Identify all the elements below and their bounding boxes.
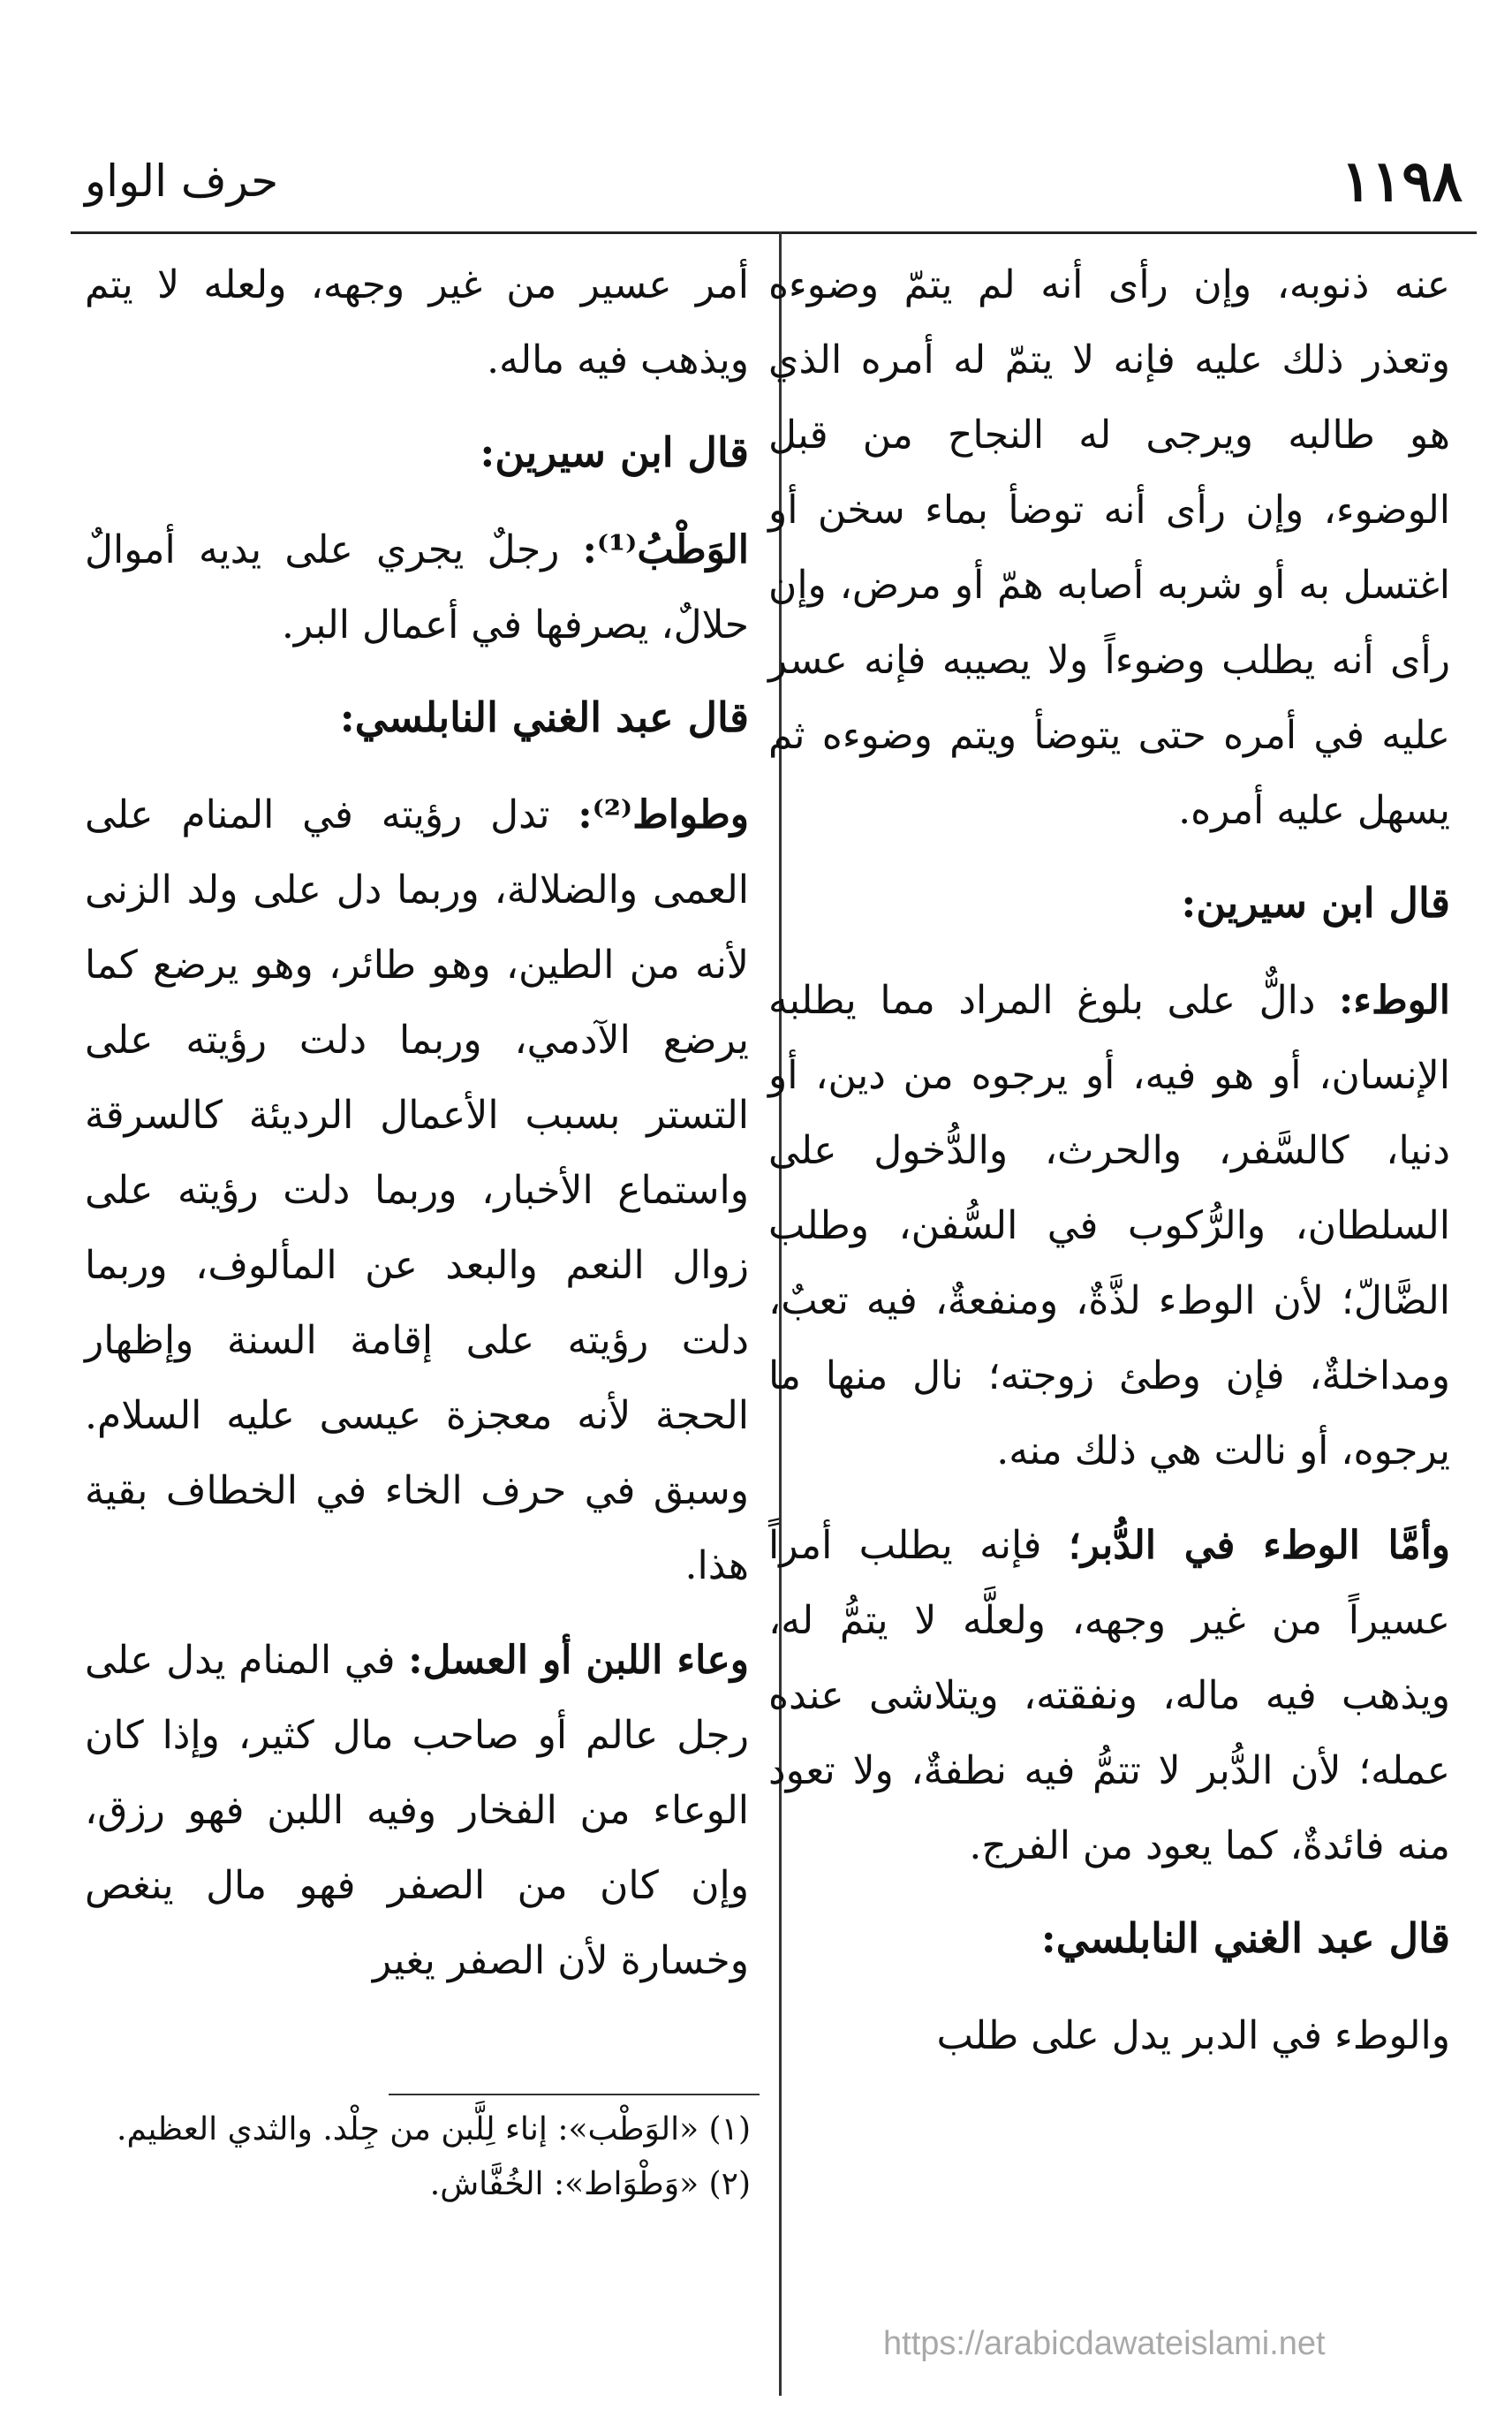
entry-paragraph — [768, 1508, 1450, 1883]
entry-text: تدل رؤيته في المنام على العمى والضلالة، وربما دل على ولد الزنى لأنه من الطين، وهو طائر، وهو يرضع كما يرضع الآدمي، وربما دلت رؤيته على التستر بسبب الأعمال الرديئة كالسرقة واستماع الأخبار، وربما دلت رؤيته على زوال النعم والبعد عن المألوف، وربما دلت رؤيته على إقامة السنة وإظهار الحجة لأنه معجزة عيسى عليه السلام. وسبق في حرف الخاء في الخطاف بقية هذا. — [85, 792, 749, 1588]
section-heading: قال عبد الغني النابلسي: — [339, 693, 749, 741]
entry-term: الوَطْبُ⁽¹⁾: — [582, 527, 749, 572]
section-heading: قال ابن سيرين: — [480, 428, 749, 476]
paragraph: عنه ذنوبه، وإن رأى أنه لم يتمّ وضوءه وتعذر ذلك عليه فإنه لا يتمّ له أمره الذي هو طالبه ويرجى له النجاح من قبل الوضوء، وإن رأى أنه توضأ بماء سخن أو اغتسل به أو شربه أصابه همّ أو مرض، وإن رأى أنه يطلب وضوءاً ولا يصيبه فإنه عسر عليه في أمره حتى يتوضأ ويتم وضوءه ثم يسهل عليه أمره. — [768, 262, 1450, 833]
entry-text: دالٌّ على بلوغ المراد مما يطلبه الإنسان، أو هو فيه، أو يرجوه من دين، أو دنيا، كالسَّفر، والحرث، والدُّخول على السلطان، والرُّكوب في السُّفن، وطلب الضَّالّ؛ لأن الوطء لذَّةٌ، ومنفعةٌ، فيه تعبٌ، ومداخلةٌ، فإن وطئ زوجته؛ نال منها ما يرجوه، أو نالت هي ذلك منه. — [768, 978, 1450, 1473]
footnote-1: (١) «الوَطْب»: إناء لِلَّبن من جِلْد. والثدي العظيم. — [117, 2111, 751, 2148]
entry-text: في المنام يدل على رجل عالم أو صاحب مال كثير، وإذا كان الوعاء من الفخار وفيه اللبن فهو رزق، وإن كان من الصفر فهو مال ينغص وخسارة لأن الصفر يغير — [85, 1638, 749, 1983]
watermark-url: https://arabicdawateislami.net — [883, 2325, 1326, 2362]
footnote-rule — [389, 2094, 760, 2095]
entry-text: فإنه يطلب أمراً عسيراً من غير وجهه، ولعلَّه لا يتمُّ له، ويذهب فيه ماله، ونفقته، ويتلاشى عنده عمله؛ لأن الدُّبر لا تتمُّ فيه نطفةٌ، ولا تعود منه فائدةٌ، كما يعود من الفرج. — [768, 1523, 1450, 1868]
page-number: ١١٩٨ — [1341, 148, 1463, 215]
left-column — [85, 247, 749, 2018]
header-rule — [71, 231, 1477, 234]
entry-term: وطواط⁽²⁾: — [578, 792, 749, 837]
paragraph: والوطء في الدبر يدل على طلب — [936, 2013, 1450, 2058]
entry-term: الوطء: — [1339, 978, 1450, 1023]
section-heading: قال عبد الغني النابلسي: — [1040, 1914, 1450, 1962]
footnote-2: (٢) «وَطْوَاط»: الخُفَّاش. — [429, 2166, 751, 2202]
entry-text: رجلٌ يجري على يديه أموالٌ حلالٌ، يصرفها في أعمال البر. — [85, 527, 749, 648]
section-heading: قال ابن سيرين: — [1181, 879, 1450, 927]
right-column — [768, 247, 1450, 2093]
entry-term: وأمَّا الوطء في الدُّبر؛ — [1068, 1523, 1451, 1568]
entry-term: وعاء اللبن أو العسل: — [408, 1638, 750, 1683]
chapter-title: حرف الواو — [85, 155, 279, 207]
entry-paragraph — [85, 512, 749, 663]
entry-paragraph — [85, 777, 749, 1603]
entry-paragraph — [768, 963, 1450, 1488]
entry-paragraph — [85, 1623, 749, 1998]
footnotes — [97, 2102, 751, 2212]
paragraph: أمر عسير من غير وجهه، ولعله لا يتم ويذهب فيه ماله. — [85, 262, 749, 383]
